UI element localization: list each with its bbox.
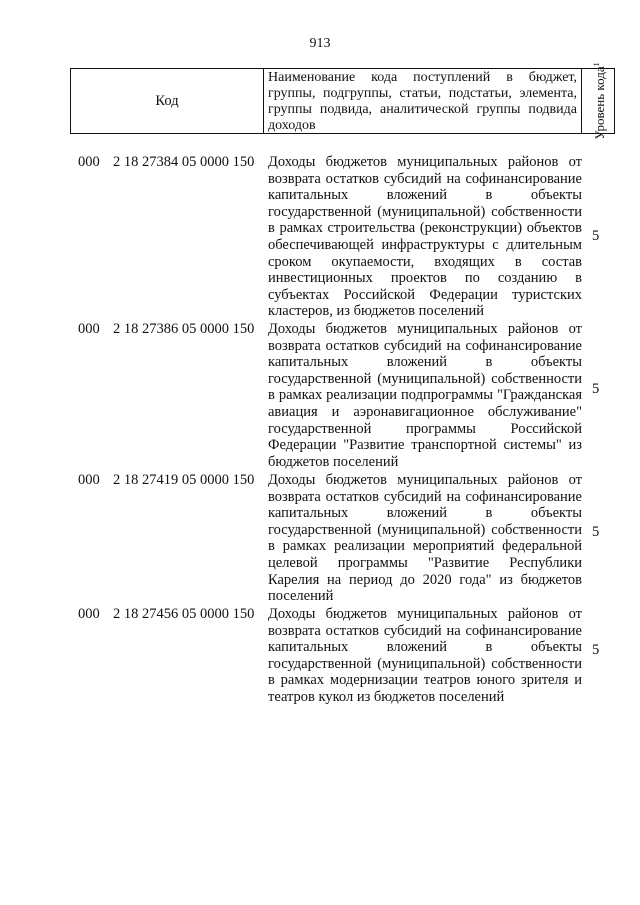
row-level: 5 (592, 381, 600, 397)
row-level: 5 (592, 228, 600, 244)
row-admin-code: 000 (78, 472, 100, 488)
row-admin-code: 000 (78, 321, 100, 337)
table-header (70, 62, 615, 140)
row-income-code: 2 18 27456 05 0000 150 (113, 606, 255, 622)
row-income-code: 2 18 27419 05 0000 150 (113, 472, 255, 488)
row-admin-code: 000 (78, 606, 100, 622)
header-code-label: Код (155, 92, 179, 109)
row-description: Доходы бюджетов муниципальных районов от возврата остатков субсидий на софинансирование капитальных вложений в объекты государственной (муниципальной) собственности в рамках реализации подпрограммы "Гражданская авиация и аэронавигационное обслуживание" государственной программы Российской Федерации "Развитие транспортной системы" из бюджетов поселений (268, 321, 582, 470)
row-level: 5 (592, 524, 600, 540)
row-description: Доходы бюджетов муниципальных районов от возврата остатков субсидий на софинансирование капитальных вложений в объекты государственной (муниципальной) собственности в рамках строительства (реконструкции) объектов обеспечивающей инфраструктуры с длительным сроком окупаемости, входящих в состав инвестиционных проектов по созданию в субъектах Российской Федерации туристских кластеров, из бюджетов поселений (268, 154, 582, 320)
header-level-footnote: 1 (591, 62, 601, 67)
row-description: Доходы бюджетов муниципальных районов от возврата остатков субсидий на софинансирование капитальных вложений в объекты государственной (муниципальной) собственности в рамках реализации мероприятий федеральной целевой программы "Развитие Республики Карелия на период до 2020 года" из бюджетов поселений (268, 472, 582, 605)
row-description: Доходы бюджетов муниципальных районов от возврата остатков субсидий на софинансирование капитальных вложений в объекты государственной (муниципальной) собственности в рамках модернизации театров юного зрителя и театров кукол из бюджетов поселений (268, 606, 582, 705)
header-level-text (590, 62, 606, 139)
header-level-label: Уровень кода (592, 66, 608, 140)
row-income-code: 2 18 27386 05 0000 150 (113, 321, 255, 337)
page-number: 913 (309, 36, 331, 51)
header-code-cell (71, 69, 264, 133)
header-name-label: Наименование кода поступлений в бюджет, группы, подгруппы, статьи, подстатьи, элемента, группы подвида, аналитической группы подвида доходов (268, 70, 577, 133)
header-level-cell (582, 62, 614, 140)
row-admin-code: 000 (78, 154, 100, 170)
header-name-cell (264, 69, 582, 133)
row-income-code: 2 18 27384 05 0000 150 (113, 154, 255, 170)
row-level: 5 (592, 642, 600, 658)
